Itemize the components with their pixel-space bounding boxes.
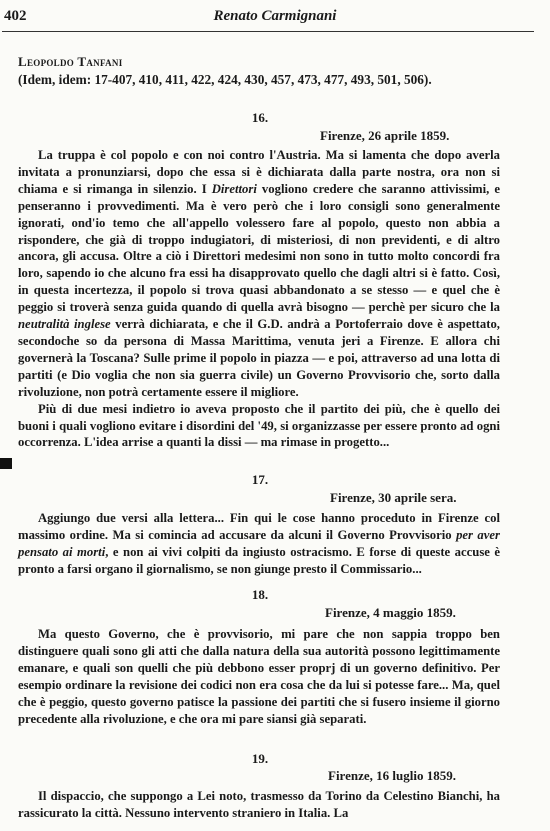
letter-body — [18, 510, 500, 578]
paragraph: La truppa è col popolo e con noi contro l'Austria. Ma si lamenta che dopo averla invitata a pronunziarsi, dopo che essa si è dichiarata dalla parte nostra, ora non si chiama e si rimanga in silenzio. I Direttori vogliono credere che saranno attivissimi, e penseranno i provvedimenti. Ma è vero però che i loro consigli sono generalmente ignorati, ond'io temo che all'appello volessero fare al popolo, questo non abbia a rispondere, che già di troppo indugiatori, di misteriosi, di non previdenti, e di altro ancora, gli accusa. Oltre a ciò i Direttori medesimi non sono in tutto molto concordi fra loro, sapendo io che alcuno fra essi ha disapprovato quello che dagli altri si è fatto. Così, in questa incertezza, il popolo si trova quasi abbandonato a se stesso — e quel che è peggio si troverà senza guida quando di quella avrà bisogno — perchè per sicuro che la neutralità inglese verrà dichiarata, e che il G.D. andrà a Portoferraio dove è aspettato, secondoche so da persona di Massa Marittima, venuta jeri a Firenze. E allora chi governerà la Toscana? Sulle prime il popolo in piazza — e poi, attraverso ad una lotta di partiti (e Dio voglia che non sia guerra civile) un Governo Provvisorio che, sorto dalla rivoluzione, non potrà certamente essere il migliore. — [18, 148, 500, 399]
margin-mark — [0, 458, 12, 469]
letter-place-date: Firenze, 4 maggio 1859. — [325, 605, 456, 620]
running-title: Renato Carmignani — [213, 8, 337, 24]
letter-place-date: Firenze, 30 aprile sera. — [330, 490, 457, 505]
letter-number: 18. — [251, 587, 269, 602]
letter-body — [18, 788, 500, 822]
paragraph: Il dispaccio, che suppongo a Lei noto, trasmesso da Torino da Celestino Bianchi, ha rassicurato la città. Nessuno intervento straniero in Italia. La — [18, 789, 500, 820]
letter-body — [18, 626, 500, 727]
letter-number: 16. — [251, 110, 269, 125]
letter-number: 19. — [251, 751, 269, 766]
paragraph: Ma questo Governo, che è provvisorio, mi pare che non sappia troppo ben distinguere quali sono gli atti che dalla natura della sua autorità possono legittimamente emanare, e quali son quelli che più debbono esser proprj di un governo definitivo. Per esempio ordinare la revisione dei codici non era cosa che da lui si potesse fare... Ma, quel che è peggio, questo governo patisce la passione dei partiti che si fusero insieme il giorno precedente alla rivoluzione, e che ora mi pare siansi già separati. — [18, 627, 500, 726]
author-name: Leopoldo Tanfani — [18, 54, 123, 69]
paragraph: Aggiungo due versi alla lettera... Fin qui le cose hanno proceduto in Firenze col massimo ordine. Ma si comincia ad accusare da alcuni il Governo Provvisorio per aver pensato ai morti, e non ai vivi colpiti da ingiusto ostracismo. E forse di queste accuse è pronto a farsi organo il giornalismo, se non giunge presto il Commissario... — [18, 511, 501, 576]
page-number: 402 — [4, 8, 27, 24]
letter-number: 17. — [251, 472, 269, 487]
paragraph: Più di due mesi indietro io aveva proposto che il partito dei più, che è quello dei buoni i quali vogliono evitare i disordini del '49, si organizzasse per essere pronto ad ogni occorrenza. L'idea arrise a quanti la dissi — ma rimase in progetto... — [18, 401, 500, 450]
letter-place-date: Firenze, 16 luglio 1859. — [328, 768, 456, 783]
header-rule — [2, 31, 534, 32]
archive-references: (Idem, idem: 17-407, 410, 411, 422, 424, 430, 457, 473, 477, 493, 501, 506). — [18, 72, 432, 87]
letter-place-date: Firenze, 26 aprile 1859. — [320, 128, 450, 143]
letter-body — [18, 147, 500, 451]
